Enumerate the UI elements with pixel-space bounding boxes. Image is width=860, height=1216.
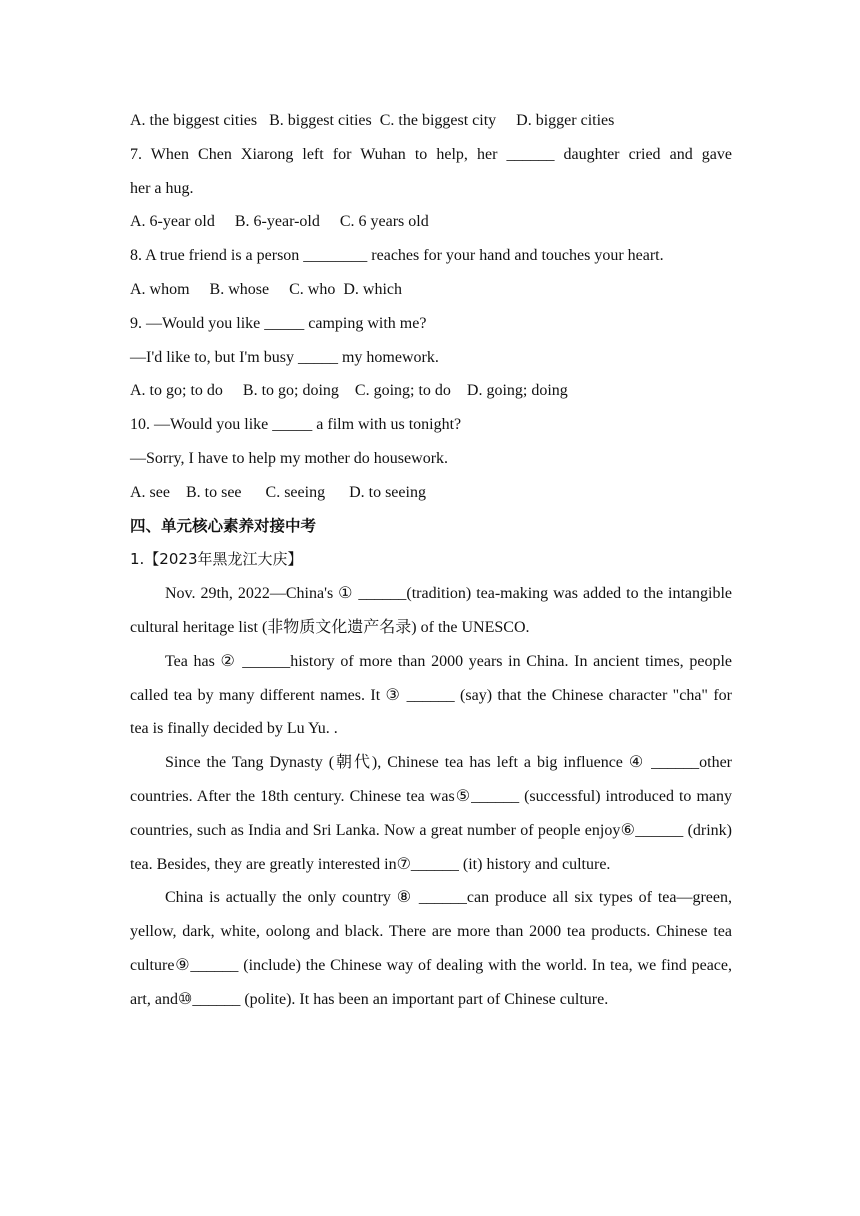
q9-line1: 9. —Would you like _____ camping with me? (130, 314, 427, 332)
q10-line2: —Sorry, I have to help my mother do housework. (130, 449, 449, 467)
q10-line1: 10. —Would you like _____ a film with us tonight? (130, 416, 462, 434)
q8-stem: 8. A true friend is a person ________ reaches for your hand and touches your heart. (130, 247, 664, 265)
passage-paragraph-3: Since the Tang Dynasty (朝代), Chinese tea has left a big influence ④ ______other countries. After the 18th century. Chinese tea was⑤______ (successful) introduced to many countries, such as India and Sri Lanka. Now a great number of people enjoy⑥______ (drink) tea. Besides, they are greatly interested in⑦______ (it) history and culture. (130, 754, 732, 873)
passage-paragraph-2: Tea has ② ______history of more than 2000 years in China. In ancient times, people called tea by many different names. It ③ ______ (say) that the Chinese character "cha" for tea is finally decided by Lu Yu. . (130, 652, 732, 738)
exam-source: 1.【2023年黑龙江大庆】 (130, 550, 303, 569)
q7-stem-line1: 7. When Chen Xiarong left for Wuhan to help, her ______ daughter cried and gave (130, 145, 732, 163)
q9-line2: —I'd like to, but I'm busy _____ my homework. (130, 348, 439, 366)
worksheet-page (130, 104, 732, 1017)
q9-options: A. to go; to do B. to go; doing C. going; to do D. going; doing (130, 382, 568, 400)
section-heading: 四、单元核心素养对接中考 (130, 516, 317, 535)
passage-paragraph-4: China is actually the only country ⑧ ______can produce all six types of tea—green, yellow, dark, white, oolong and black. There are more than 2000 tea products. Chinese tea culture⑨______ (include) the Chinese way of dealing with the world. In tea, we find peace, art, and⑩______ (polite). It has been an important part of Chinese culture. (130, 889, 732, 1008)
q7-options: A. 6-year old B. 6-year-old C. 6 years old (130, 213, 429, 231)
q10-options: A. see B. to see C. seeing D. to seeing (130, 483, 426, 501)
q6-options: A. the biggest cities B. biggest cities C. the biggest city D. bigger cities (130, 112, 615, 129)
q7-stem-line2: her a hug. (130, 179, 194, 197)
q8-options: A. whom B. whose C. who D. which (130, 280, 402, 298)
passage-paragraph-1: Nov. 29th, 2022—China's ① ______(tradition) tea-making was added to the intangible cultural heritage list (非物质文化遗产名录) of the UNESCO. (130, 585, 732, 636)
